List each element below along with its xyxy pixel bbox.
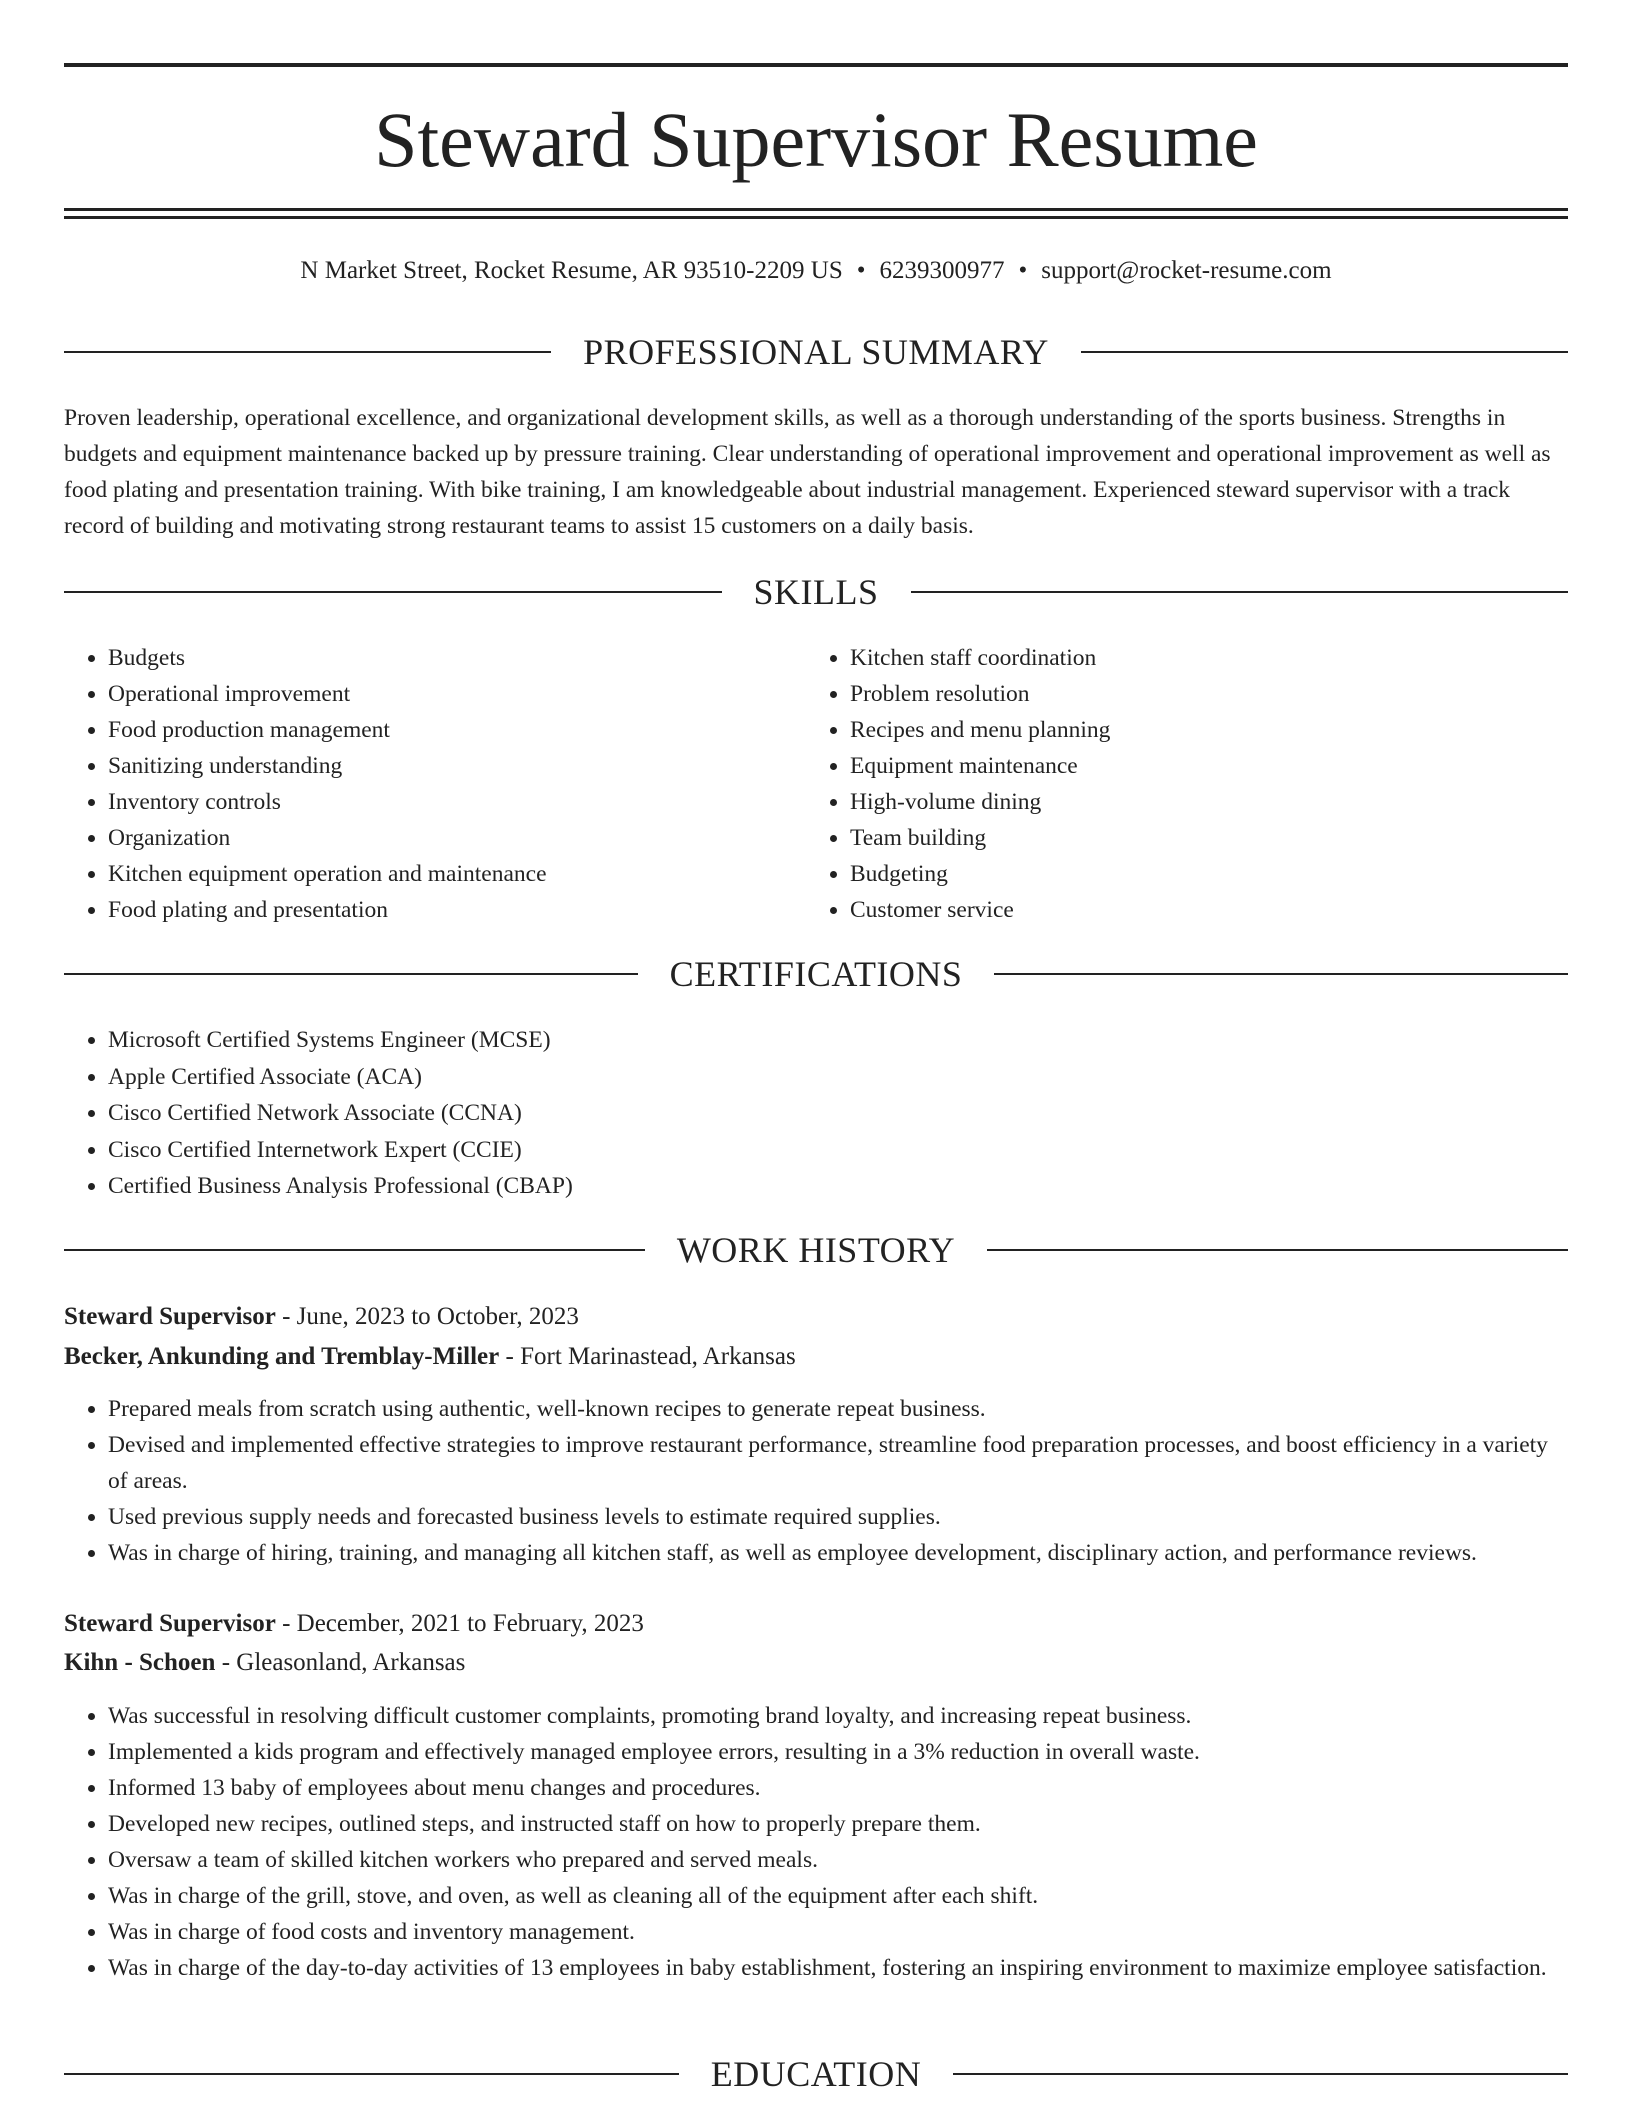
job-dates: - December, 2021 to February, 2023 bbox=[275, 1610, 644, 1637]
job-duty-item: • Developed new recipes, outlined steps, and instructed staff on how to properly prepare them. bbox=[108, 1806, 1568, 1842]
job-location: - Fort Marinastead, Arkansas bbox=[499, 1343, 796, 1370]
heading-rule bbox=[64, 351, 551, 353]
heading-rule bbox=[64, 973, 638, 975]
job-company-line bbox=[64, 1339, 1568, 1375]
section-heading-skills bbox=[64, 570, 1568, 614]
job-company: Kihn - Schoen bbox=[64, 1649, 216, 1676]
contact-line bbox=[64, 254, 1568, 288]
job-role: Steward Supervisor bbox=[64, 1303, 276, 1330]
job-duty-item: • Devised and implemented effective strategies to improve restaurant performance, streamline food preparation processes, and boost efficiency in a variety of areas. bbox=[108, 1427, 1568, 1499]
certification-item: • Microsoft Certified Systems Engineer (MCSE) bbox=[108, 1022, 1568, 1059]
title-rule-upper bbox=[64, 208, 1568, 211]
skill-item: • Problem resolution bbox=[850, 676, 1568, 712]
skill-item: • Customer service bbox=[850, 892, 1568, 928]
job-duty-item: • Used previous supply needs and forecasted business levels to estimate required supplies. bbox=[108, 1499, 1568, 1535]
job-duty-item: • Prepared meals from scratch using authentic, well-known recipes to generate repeat business. bbox=[108, 1391, 1568, 1427]
job-role-line bbox=[64, 1606, 1568, 1642]
section-heading-summary bbox=[64, 330, 1568, 374]
job-duty-item: • Oversaw a team of skilled kitchen workers who prepared and served meals. bbox=[108, 1842, 1568, 1878]
skill-item: • Kitchen staff coordination bbox=[850, 640, 1568, 676]
section-title: CERTIFICATIONS bbox=[669, 954, 963, 994]
heading-rule bbox=[64, 1249, 645, 1251]
job-duty-item: • Was successful in resolving difficult customer complaints, promoting brand loyalty, and increasing repeat business. bbox=[108, 1698, 1568, 1734]
skill-item: • Operational improvement bbox=[108, 676, 804, 712]
heading-rule bbox=[911, 591, 1569, 593]
contact-separator: • bbox=[1018, 257, 1028, 284]
contact-phone: 6239300977 bbox=[879, 257, 1005, 284]
page-title: Steward Supervisor Resume bbox=[374, 96, 1258, 183]
summary-text: Proven leadership, operational excellence, and organizational development skills, as well as a thorough understanding of the sports business. Strengths in budgets and equipment maintenance backed up by pressure training. Clear understanding of operational improvement and operational improvement as well as food plating and presentation training. With bike training, I am knowledgeable about industrial management. Experienced steward supervisor with a track record of building and motivating strong restaurant teams to assist 15 customers on a daily basis. bbox=[64, 405, 1551, 539]
job-duty-item: • Was in charge of the grill, stove, and oven, as well as cleaning all of the equipment after each shift. bbox=[108, 1878, 1568, 1914]
job-duty-item: • Was in charge of the day-to-day activities of 13 employees in baby establishment, fostering an inspiring environment to maximize employee satisfaction. bbox=[108, 1950, 1568, 1986]
job-duties-list bbox=[64, 1391, 1568, 1571]
skill-item: • Food plating and presentation bbox=[108, 892, 804, 928]
section-heading-certifications bbox=[64, 952, 1568, 996]
certification-item: • Cisco Certified Network Associate (CCNA) bbox=[108, 1095, 1568, 1132]
skill-item: • Sanitizing understanding bbox=[108, 748, 804, 784]
section-heading-education bbox=[64, 2052, 1568, 2096]
skills-column-left bbox=[64, 640, 804, 928]
skill-item: • Organization bbox=[108, 820, 804, 856]
section-title: SKILLS bbox=[753, 572, 879, 612]
heading-rule bbox=[64, 591, 722, 593]
skill-item: • High-volume dining bbox=[850, 784, 1568, 820]
certification-item: • Apple Certified Associate (ACA) bbox=[108, 1059, 1568, 1096]
certification-item: • Cisco Certified Internetwork Expert (CCIE) bbox=[108, 1132, 1568, 1169]
heading-rule bbox=[987, 1249, 1568, 1251]
job-company: Becker, Ankunding and Tremblay-Miller bbox=[64, 1343, 500, 1370]
skill-item: • Equipment maintenance bbox=[850, 748, 1568, 784]
section-title: PROFESSIONAL SUMMARY bbox=[583, 332, 1049, 372]
contact-email: support@rocket-resume.com bbox=[1041, 257, 1332, 284]
skill-item: • Team building bbox=[850, 820, 1568, 856]
contact-address: N Market Street, Rocket Resume, AR 93510-2209 US bbox=[300, 257, 843, 284]
heading-rule bbox=[953, 2073, 1568, 2075]
skill-item: • Recipes and menu planning bbox=[850, 712, 1568, 748]
certifications-list bbox=[64, 1022, 1568, 1205]
job-company-line bbox=[64, 1645, 1568, 1681]
job-duty-item: • Was in charge of food costs and inventory management. bbox=[108, 1914, 1568, 1950]
heading-rule bbox=[994, 973, 1568, 975]
certification-item: • Certified Business Analysis Professional (CBAP) bbox=[108, 1168, 1568, 1205]
title-rule-lower bbox=[64, 216, 1568, 219]
skill-item: • Kitchen equipment operation and maintenance bbox=[108, 856, 804, 892]
skill-item: • Food production management bbox=[108, 712, 804, 748]
section-title: WORK HISTORY bbox=[676, 1230, 956, 1270]
skill-item: • Inventory controls bbox=[108, 784, 804, 820]
job-role-line bbox=[64, 1299, 1568, 1335]
heading-rule bbox=[1081, 351, 1568, 353]
section-heading-work bbox=[64, 1228, 1568, 1272]
job-duty-item: • Was in charge of hiring, training, and managing all kitchen staff, as well as employee development, disciplinary action, and performance reviews. bbox=[108, 1535, 1568, 1571]
skill-item: • Budgeting bbox=[850, 856, 1568, 892]
top-rule bbox=[64, 63, 1568, 67]
job-duties-list bbox=[64, 1698, 1568, 1986]
job-role: Steward Supervisor bbox=[64, 1610, 276, 1637]
skills-column-right bbox=[806, 640, 1568, 928]
skill-item: • Budgets bbox=[108, 640, 804, 676]
section-title: EDUCATION bbox=[710, 2054, 922, 2094]
job-duty-item: • Implemented a kids program and effectively managed employee errors, resulting in a 3% reduction in overall waste. bbox=[108, 1734, 1568, 1770]
job-dates: - June, 2023 to October, 2023 bbox=[275, 1303, 579, 1330]
job-duty-item: • Informed 13 baby of employees about menu changes and procedures. bbox=[108, 1770, 1568, 1806]
contact-separator: • bbox=[856, 257, 866, 284]
job-location: - Gleasonland, Arkansas bbox=[215, 1649, 466, 1676]
heading-rule bbox=[64, 2073, 679, 2075]
